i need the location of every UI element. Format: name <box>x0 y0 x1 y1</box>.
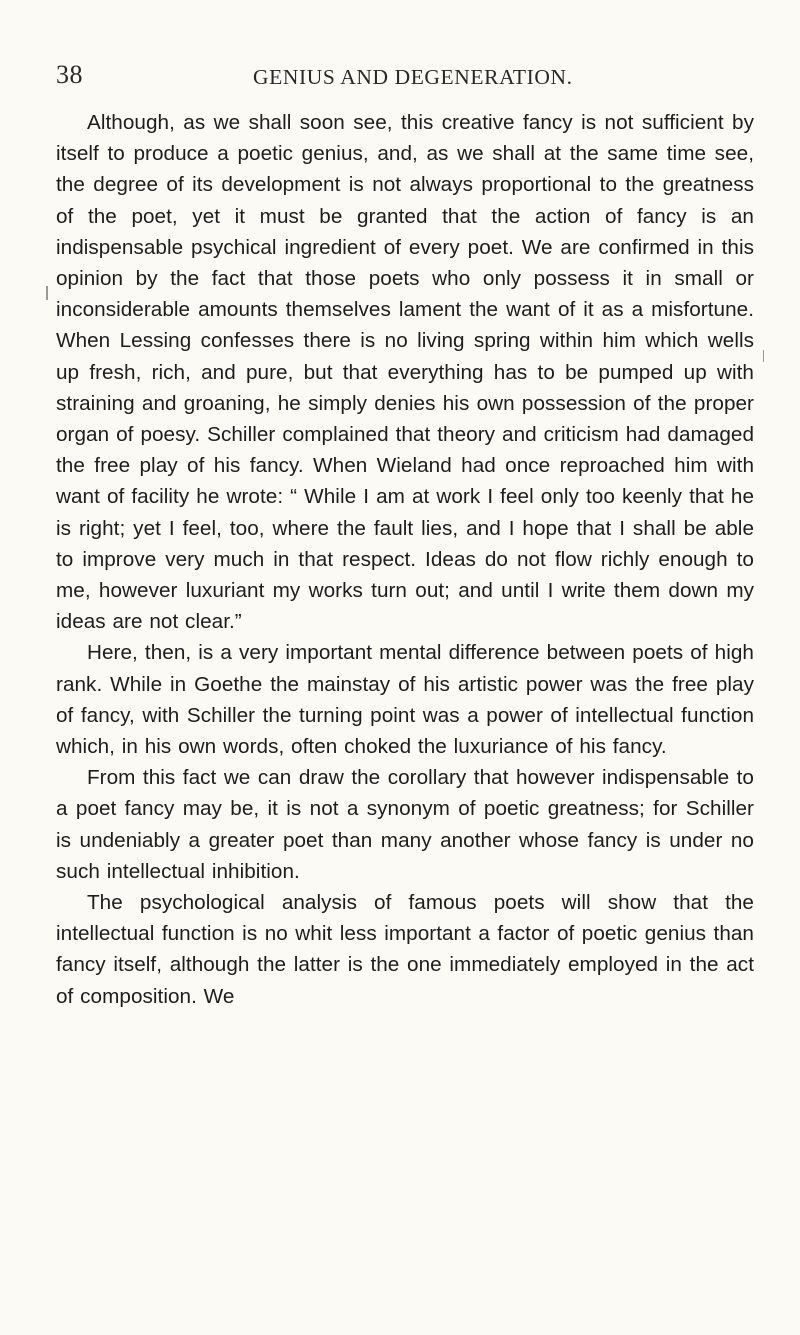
page-number: 38 <box>56 60 83 89</box>
body-text <box>56 107 754 1012</box>
paragraph-2: Here, then, is a very important mental difference between poets of high rank. While in Goethe the mainstay of his artistic power was the free play of fancy, with Schiller the turning point was a power of intellectual function which, in his own words, often choked the luxuriance of his fancy. <box>56 641 754 759</box>
page-header <box>0 60 800 100</box>
left-margin-mark <box>46 286 48 300</box>
right-margin-mark <box>763 350 764 362</box>
running-title: GENIUS AND DEGENERATION. <box>253 65 573 89</box>
paragraph-1: Although, as we shall soon see, this creative fancy is not sufficient by itself to produce a poetic genius, and, as we shall at the same time see, the degree of its development is not always proportional to the greatness of the poet, yet it must be granted that the action of fancy is an indispensable psychical ingredient of every poet. We are confirmed in this opinion by the fact that those poets who only possess it in small or inconsiderable amounts themselves lament the want of it as a misfortune. When Lessing confesses there is no living spring within him which wells up fresh, rich, and pure, but that everything has to be pumped up with straining and groaning, he simply denies his own possession of the proper organ of poesy. Schiller complained that theory and criticism had damaged the free play of his fancy. When Wieland had once reproached him with want of facility he wrote: “ While I am at work I feel only too keenly that he is right; yet I feel, too, where the fault lies, and I hope that I shall be able to improve very much in that respect. Ideas do not flow richly enough to me, however luxuriant my works turn out; and until I write them down my ideas are not clear.” <box>56 111 754 634</box>
paragraph-3: From this fact we can draw the corollary that however indispensable to a poet fancy may be, it is not a synonym of poetic greatness; for Schiller is undeniably a greater poet than many another whose fancy is under no such intellectual inhibition. <box>56 766 754 883</box>
paragraph-4: The psychological analysis of famous poets will show that the intellectual function is no whit less important a factor of poetic genius than fancy itself, although the latter is the one immediately employed in the act of composition. We <box>56 891 754 1008</box>
